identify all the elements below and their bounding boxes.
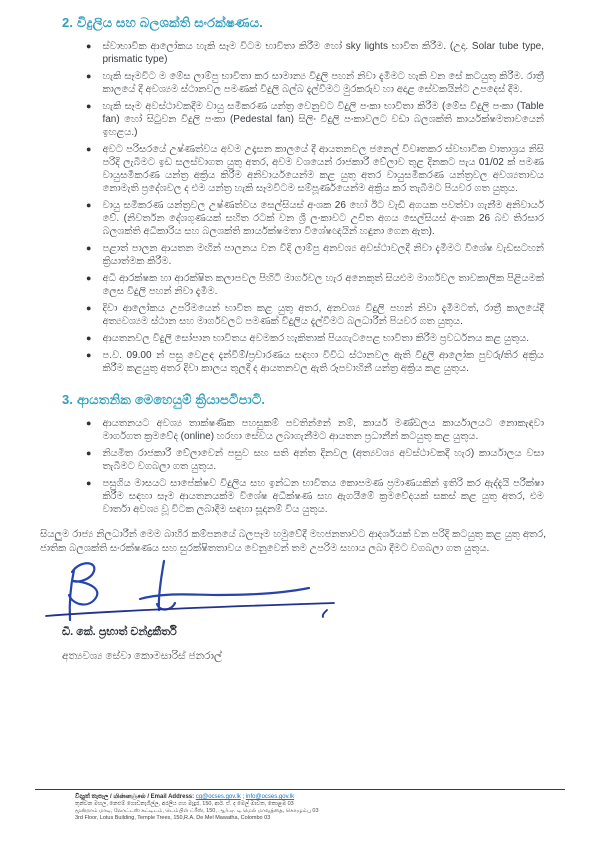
bullet-icon: ● (86, 333, 92, 343)
section-operational-procedures (62, 391, 544, 516)
section-energy-conservation (62, 14, 544, 375)
bullet-item (86, 447, 544, 473)
bullet-icon: ● (86, 478, 92, 488)
bullet-text: ප.ව. 09.00 න් පසු වෙළඳ දැන්වීම්/ප්‍රචාරණය සඳහා විවිධ ස්ථානවල ඇති විදුලි ආලෝක පුවරු/තිර අක්‍රිය කිරීම කළයුතු අතර දිවා කාලය තුලදී ද ආයතනවල ඇති රූපවාහිනී යන්ත්‍ර අක්‍රිය කළ යුතුය. (102, 350, 544, 374)
bullet-text: අධි ආරක්ෂක හා ආරක්ෂිත කලාපවල පිහිටි මාර්ගවල හැර අනෙකුත් සියළුම මාර්ගවල තාවකාලික පිළියමක් ලෙස විදුලි පහන් නිවා දැමීම. (102, 273, 544, 297)
bullet-text: වායු සමීකරණ යන්ත්‍රවල උෂ්ණත්වය සෙල්සියස් අංශක 26 හෝ ඊට වැඩි අගයක පවත්වා ගැනීම අනිවාර්ය වේ. (නිවර්තන දේශගුණයක් සහිත රටක් වන ශ්‍රී ලංකාවට උචිත අගය සෙල්සියස් අංශක 26 බව තිරසාර බලශක්ති අධිකාරිය සහ බලශක්ති කාර්යක්ෂමතා විශේෂඥයින් හඳුනා ගෙන ඇත). (102, 200, 544, 237)
letter-footer (35, 789, 565, 822)
bullet-item (86, 242, 544, 268)
signature (44, 558, 544, 624)
bullet-text: ස්වාභාවික ආලෝකය හැකි සෑම විටම භාවිතා කිරීම හෝ sky lights භාවිත කිරීම. (උදා. Solar tube type, prismatic type) (102, 41, 544, 65)
bullet-item (86, 477, 544, 516)
footer-divider (35, 789, 565, 790)
bullet-icon: ● (86, 448, 92, 458)
bullet-item (86, 100, 544, 139)
bullet-item (86, 272, 544, 298)
closing-paragraph: සියලුම රාජ්‍ය නිලධාරීන් මෙම බාහිර කම්පනයේ බලපෑම හමුවේදී මහජනතාවට ආදර්ශයක් වන පරිදි කටයුතු කළ යුතු අතර, ජාතික බලශක්ති සංරක්ෂණය සහ සුරක්ෂිතතාවය වෙනුවෙන් තම උපරිම සහාය ලබා දීමට වගබලා ගත යුතුය. (40, 529, 546, 554)
email-separator: ; (240, 794, 246, 800)
bullet-icon: ● (86, 273, 92, 283)
email-label: විද්‍යුත් තැපෑල / மின்னஞ்சல் / Email Address: (75, 794, 195, 800)
bullet-text: හැකි සෑම අවස්ථාවකදීම වායු සමීකරණ යන්ත්‍ර වෙනුවට විදුලි පංකා භාවිතා කිරීම (මේස විදුලි පංකා (Table fan) හෝ සිටුවන විදුලි පංකා (Pedestal fan) සිලිං විදුලි පංකාවලට වඩා බලශක්ති කාර්යක්ෂමතාවයෙන් ඉහළය.) (102, 101, 544, 138)
bullet-item (86, 70, 544, 96)
bullet-item (86, 302, 544, 328)
footer-address-tamil: மூன்றாம் மாடி, லோட்டஸ் கட்டிடம், டெம்பிள் ட்ரீஸ், 150, ஆர்.ஏ. டி மெல் மாவத்தை, கொழும்பு 03 (75, 808, 319, 814)
bullet-text: නියමිත රාජකාරී වේලාවෙන් පසුව සහ සති අන්ත දිනවල (අත්‍යවශ්‍ය අවස්ථාවකදී හැර) කාර්යාලය වසා තැබීමට වගබලා ගත යුතුය. (102, 448, 544, 472)
section-2-bullet-list (86, 40, 544, 375)
bullet-text: අවට පරිසරයේ උෂ්ණත්වය අවම උදෑසන කාලයේ දී ආයතනවල ජනෙල් විවෘතකර ස්වභාවික වාතාශ්‍රය නිසි පරිදි ලැබීමට ඉඩ සලස්වාගත යුතු අතර, අවම වශයෙන් රාජකාරී වේලාව තුළ දිනකට පැය 01/02 ක් පමණ වායුසමීකරණ යන්ත්‍ර අක්‍රිය කිරීම අනිවාර්යයෙන්ම කළ යුතු අතර වායුසමීකරණ යන්ත්‍රවල අවශ්‍යතාවය නොමැති ප්‍රදේශවල ද එම යන්ත්‍ර හැකි සෑමවිටම සම්පූර්ණයෙන්ම අක්‍රිය කර තැබීමට පියවර ගත යුතුය. (102, 144, 544, 194)
bullet-text: හැකි සෑමවිට ම මේස ලාම්පු භාවිතා කර සාමාන්‍ය විදුලි පහන් නිවා දැමීමට හැකි වන සේ කටයුතු කිරීම. රාත්‍රී කාලයේ දී අවශ්‍යම ස්ථානවල පමණක් විදුලි බල්බ දැල්වීමට මුරකරුව හා අදාළ සේවකයින්ට උපදෙස් දීම. (102, 71, 544, 95)
section-2-heading: 2. විදුලිය සහ බලශක්ති සංරක්ෂණය. (62, 15, 264, 30)
bullet-text: පසුගිය මාසයට සාපේක්ෂව විදුලිය සහ ඉන්ධන භාවිතය කොපමණ ප්‍රමාණයකින් ඉතිරි කර ඇද්දැයි පරීක්ෂා කිරීම සඳහා සෑම ආයතනයක්ම විශේෂ අධීක්ෂණ සහ ඇගයීමේ ක්‍රමවේදයක් සකස් කළ යුතු අතර, එම වාර්තා අවශ්‍ය වූ විටක ලබාදීම සඳහා සූදානම් විය යුතුය. (102, 478, 544, 515)
bullet-icon: ● (86, 41, 92, 51)
bullet-text: ආයතනයට අවශ්‍ය තාක්ෂණික පහසුකම් පවතින්නේ නම්, කාර්ය මණ්ඩලය කාර්යාලයට නොකැඳවා මාර්ගගත ක්‍රමවේද (online) හරහා සේවය ලබාගැනීමට ආයතන ප්‍රධානීන් කටයුතු කළ යුතුය. (102, 418, 544, 442)
bullet-icon: ● (86, 418, 92, 428)
bullet-item (86, 417, 544, 443)
signatory-name: ඩී. කේ. ප්‍රභාත් චන්ද්‍රකීර්ති (62, 626, 177, 638)
bullet-text: දිවා ආලෝකය උපරිමයෙන් භාවිත කළ යුතු අතර, අනවශ්‍ය විදුලි පහන් නිවා දැමීමටත්, රාත්‍රී කාලයේදී අත්‍යවශ්‍යම ස්ථාන සහ මාර්ගවලට පමණක් විදුලිය දැල්වීමට බලධාරීන් පියවර ගත යුතුය. (102, 303, 544, 327)
bullet-icon: ● (86, 303, 92, 313)
bullet-item (86, 40, 544, 66)
bullet-item (86, 332, 544, 345)
bullet-item (86, 349, 544, 375)
email-link-cg[interactable]: cg@ocses.gov.lk (195, 794, 241, 800)
section-3-heading: 3. ආයතනික මෙහෙයුම් ක්‍රියාපටිපාටි. (62, 392, 266, 407)
footer-address-sinhala: තුන්වන මහල, නෙළුම් ගොඩනැගිල්ල, අරලිය ගහ මැදුර, 150, ආර්. ඒ. ද මෙල් මාවත, කොළඹ 03 (75, 801, 294, 807)
bullet-text: පළාත් පාලන ආයතන මඟින් පාලනය වන වීදි ලාම්පු අනවශ්‍ය අවස්ථාවලදී නිවා දැමීමට විශේෂ වැඩසටහන් ක්‍රියාත්මක කිරීම. (102, 243, 544, 267)
signatory-title: අත්‍යවශ්‍ය සේවා කොමසාරිස් ජනරාල් (62, 650, 222, 662)
footer-address-english: 3rd Floor, Lotus Building, Temple Trees, 150,R.A. De Mel Mawatha, Colombo 03 (75, 815, 271, 821)
email-link-info[interactable]: info@ocses.gov.lk (245, 794, 295, 800)
footer-email-line (35, 793, 565, 801)
bullet-icon: ● (86, 144, 92, 154)
bullet-icon: ● (86, 71, 92, 81)
bullet-text: ආයතනවල විදුලි සෝපාන භාවිතය අවමකර හැකිතාක් පියගැටපෙළ භාවිතා කිරීම ප්‍රවර්ධනය කළ යුතුය. (102, 333, 530, 344)
signature-ink-icon (44, 558, 354, 624)
bullet-icon: ● (86, 101, 92, 111)
bullet-icon: ● (86, 350, 92, 360)
bullet-icon: ● (86, 200, 92, 210)
section-3-bullet-list (86, 417, 544, 516)
bullet-icon: ● (86, 243, 92, 253)
bullet-item (86, 143, 544, 195)
bullet-item (86, 199, 544, 238)
